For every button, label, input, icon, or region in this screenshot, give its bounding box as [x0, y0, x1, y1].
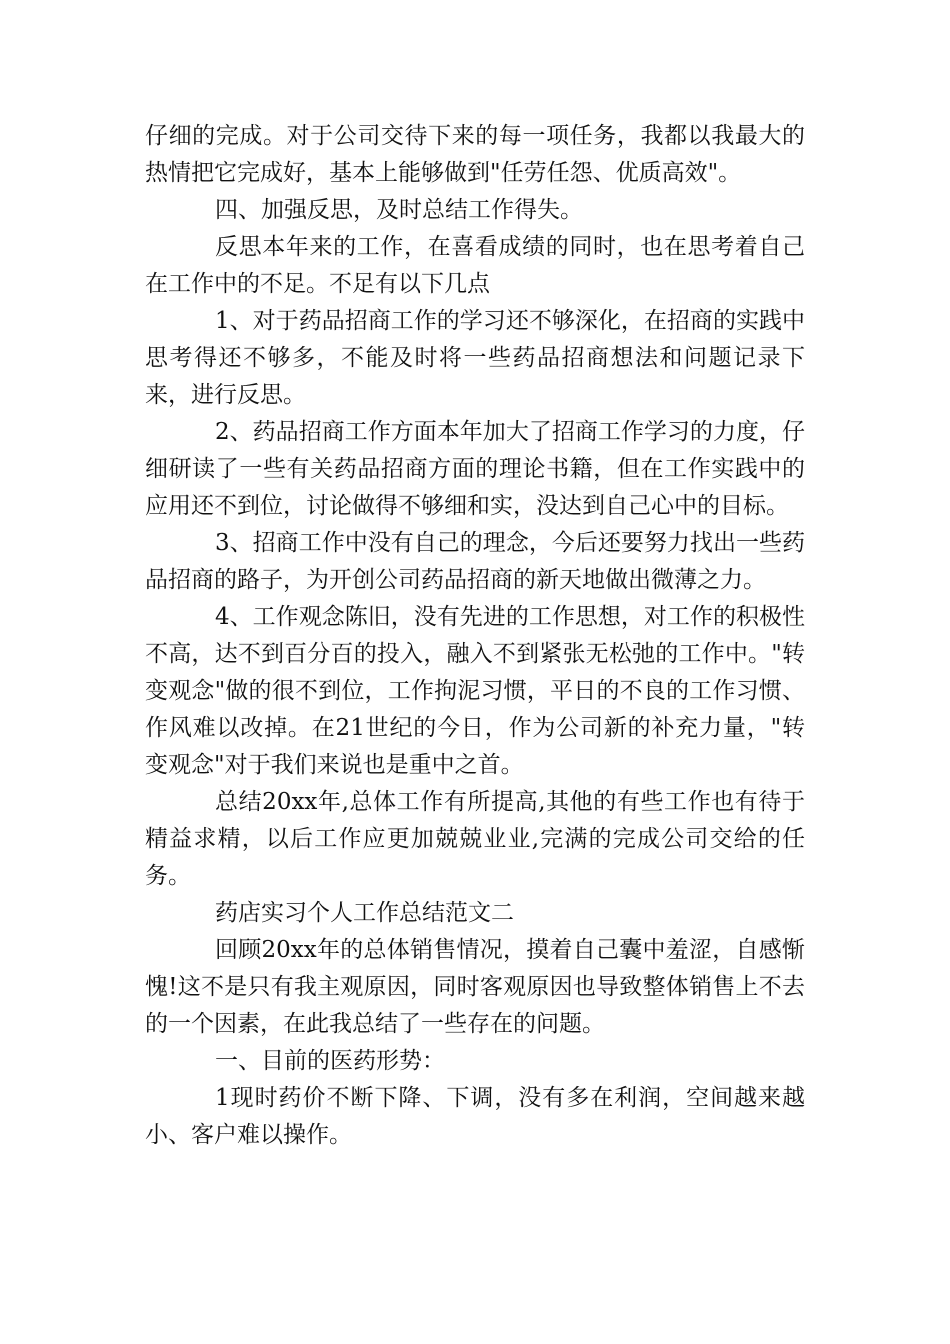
section-title-sample-two: 药店实习个人工作总结范文二 — [215, 900, 514, 926]
list-item-shortcoming-1: 1、对于药品招商工作的学习还不够深化，在招商的实践中思考得还不够多，不能及时将一些药品招商想法和问题记录下来，进行反思。 — [145, 308, 805, 408]
paragraph-sales-review: 回顾20xx年的总体销售情况，摸着自己囊中羞涩，自感惭愧!这不是只有我主观原因，同时客观原因也导致整体销售上不去的一个因素，在此我总结了一些存在的问题。 — [145, 937, 805, 1037]
heading-medical-situation: 一、目前的医药形势： — [215, 1048, 445, 1074]
heading-reflection: 四、加强反思，及时总结工作得失。 — [215, 197, 583, 223]
list-item-shortcoming-4: 4、工作观念陈旧，没有先进的工作思想，对工作的积极性不高，达不到百分百的投入，融入不到紧张无松弛的工作中。"转变观念"做的很不到位，工作拘泥习惯，平日的不良的工作习惯、作风难以改掉。在21世纪的今日，作为公司新的补充力量，"转变观念"对于我们来说也是重中之首。 — [145, 604, 805, 778]
document-body — [145, 118, 805, 1154]
paragraph-task-completion: 仔细的完成。对于公司交待下来的每一项任务，我都以我最大的热情把它完成好，基本上能够做到"任劳任怨、优质高效"。 — [145, 123, 805, 186]
paragraph-reflection-intro: 反思本年来的工作，在喜看成绩的同时，也在思考着自己在工作中的不足。不足有以下几点 — [145, 234, 805, 297]
list-item-shortcoming-2: 2、药品招商工作方面本年加大了招商工作学习的力度，仔细研读了一些有关药品招商方面的理论书籍，但在工作实践中的应用还不到位，讨论做得不够细和实，没达到自己心中的目标。 — [145, 419, 805, 519]
list-item-shortcoming-3: 3、招商工作中没有自己的理念，今后还要努力找出一些药品招商的路子，为开创公司药品招商的新天地做出微薄之力。 — [145, 530, 805, 593]
list-item-price-decline: 1现时药价不断下降、下调，没有多在利润，空间越来越小、客户难以操作。 — [145, 1085, 805, 1148]
paragraph-year-summary: 总结20xx年,总体工作有所提高,其他的有些工作也有待于精益求精，以后工作应更加兢兢业业,完满的完成公司交给的任务。 — [145, 789, 805, 889]
